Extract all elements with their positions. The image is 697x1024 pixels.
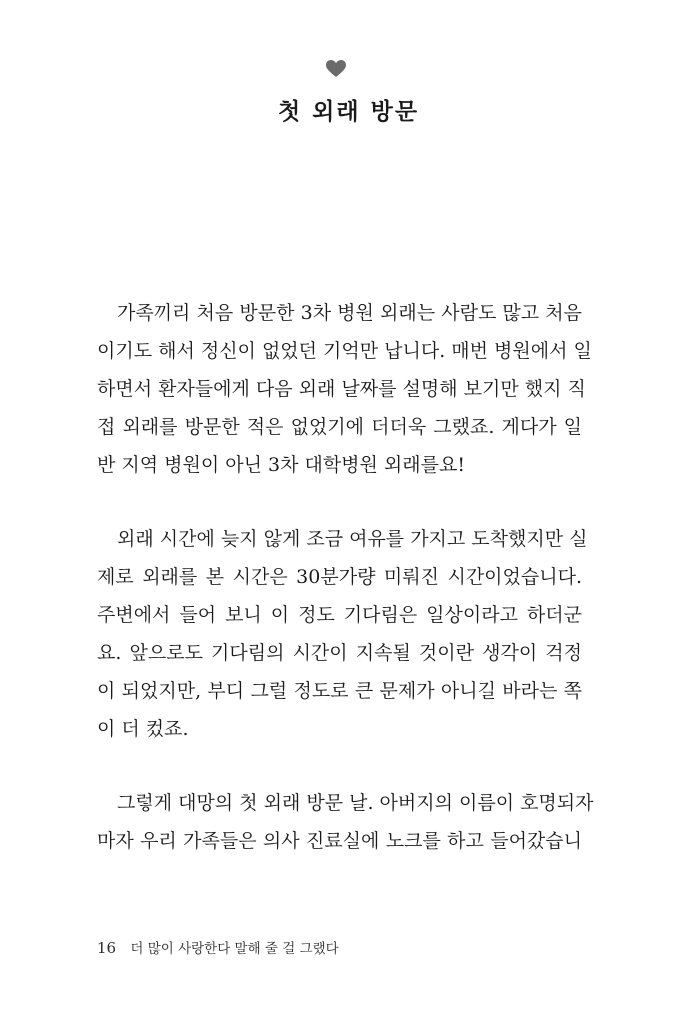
text-line: 요. 앞으로도 기다림의 시간이 지속될 것이란 생각이 걱정 [97,642,582,664]
text-line: 그렇게 대망의 첫 외래 방문 날. 아버지의 이름이 호명되자 [117,792,594,814]
text-line: 마자 우리 가족들은 의사 진료실에 노크를 하고 들어갔습니 [97,830,582,852]
text-line: 이 되었지만, 부디 그럴 정도로 큰 문제가 아니길 바라는 쪽 [97,680,582,702]
text-line: 주변에서 들어 보니 이 정도 기다림은 일상이라고 하더군 [97,604,582,626]
heart-icon [326,60,346,78]
text-line: 반 지역 병원이 아닌 3차 대학병원 외래를요! [97,454,465,476]
text-line: 제로 외래를 본 시간은 30분가량 미뤄진 시간이었습니다. [97,566,582,588]
text-line: 이기도 해서 정신이 없었던 기억만 납니다. 매번 병원에서 일 [97,340,592,362]
running-title: 더 많이 사랑한다 말해 줄 걸 그랬다 [130,941,339,957]
paragraph [97,784,594,860]
text-line: 이 더 컸죠. [97,718,189,740]
text-line: 외래 시간에 늦지 않게 조금 여유를 가지고 도착했지만 실 [117,528,588,550]
body-text [97,294,594,896]
paragraph [97,520,588,748]
page-number: 16 [97,939,117,957]
page-footer [97,937,339,957]
paragraph [97,294,592,484]
text-line: 하면서 환자들에게 다음 외래 날짜를 설명해 보기만 했지 직 [97,378,586,400]
chapter-title: 첫 외래 방문 [277,99,420,125]
text-line: 접 외래를 방문한 적은 없었기에 더더욱 그랬죠. 게다가 일 [97,416,582,438]
text-line: 가족끼리 처음 방문한 3차 병원 외래는 사람도 많고 처음 [117,302,582,324]
